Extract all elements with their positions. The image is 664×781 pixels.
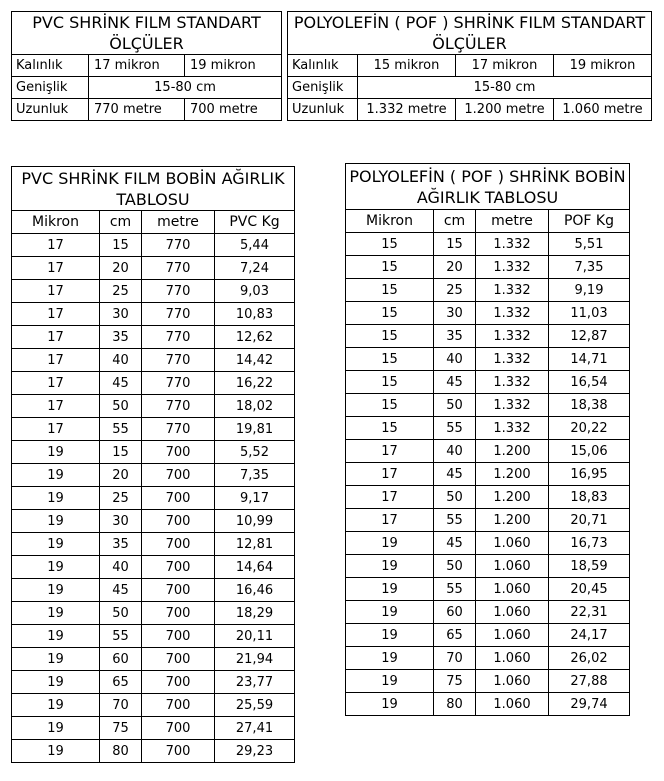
table-row [346,647,630,670]
mikron-cell: 19 [346,647,434,670]
mikron-cell: 19 [12,579,100,602]
table-row [346,532,630,555]
cm-cell: 30 [100,510,142,533]
metre-cell: 700 [142,671,215,694]
cm-cell: 20 [434,256,476,279]
metre-cell: 1.060 [476,601,549,624]
metre-cell: 1.060 [476,624,549,647]
table-row [346,371,630,394]
mikron-cell: 19 [12,510,100,533]
metre-cell: 700 [142,648,215,671]
mikron-cell: 17 [12,395,100,418]
table-row [12,441,295,464]
pvc-thickness-1: 17 mikron [89,55,185,77]
table-row [12,418,295,441]
kg-cell: 10,99 [215,510,295,533]
pvc-width-range: 15-80 cm [89,77,282,99]
uzunluk-label: Uzunluk [12,99,89,121]
mikron-cell: 19 [346,624,434,647]
metre-cell: 700 [142,694,215,717]
pof-standard-sizes-table [287,11,652,121]
cm-cell: 30 [434,302,476,325]
cm-cell: 40 [100,349,142,372]
pof-weight-rows [346,233,630,716]
cm-cell: 70 [100,694,142,717]
metre-cell: 700 [142,441,215,464]
cm-cell: 60 [100,648,142,671]
kg-cell: 11,03 [549,302,630,325]
mikron-cell: 19 [346,555,434,578]
cm-cell: 65 [434,624,476,647]
table-row [12,234,295,257]
mikron-cell: 19 [12,717,100,740]
metre-cell: 1.200 [476,486,549,509]
pvc-length-1: 770 metre [89,99,185,121]
cm-cell: 25 [100,280,142,303]
col-header-metre: metre [142,211,215,234]
cm-cell: 75 [434,670,476,693]
cm-cell: 55 [434,578,476,601]
cm-cell: 75 [100,717,142,740]
cm-cell: 50 [434,555,476,578]
cm-cell: 55 [100,418,142,441]
cm-cell: 50 [100,395,142,418]
kg-cell: 7,35 [215,464,295,487]
uzunluk-label: Uzunluk [288,99,358,121]
metre-cell: 1.332 [476,325,549,348]
cm-cell: 15 [434,233,476,256]
mikron-cell: 17 [12,280,100,303]
table-row [346,394,630,417]
metre-cell: 770 [142,326,215,349]
cm-cell: 55 [434,509,476,532]
cm-cell: 50 [434,486,476,509]
mikron-cell: 19 [12,487,100,510]
metre-cell: 770 [142,280,215,303]
col-header-cm: cm [434,210,476,233]
kg-cell: 25,59 [215,694,295,717]
table-row [12,717,295,740]
cm-cell: 40 [434,348,476,371]
kg-cell: 14,64 [215,556,295,579]
mikron-cell: 19 [12,602,100,625]
mikron-cell: 19 [12,556,100,579]
mikron-cell: 19 [12,625,100,648]
kg-cell: 16,22 [215,372,295,395]
kg-cell: 29,74 [549,693,630,716]
mikron-cell: 17 [346,509,434,532]
metre-cell: 1.332 [476,371,549,394]
table-row [346,325,630,348]
pof-thickness-1: 15 mikron [358,55,456,77]
cm-cell: 70 [434,647,476,670]
metre-cell: 1.332 [476,394,549,417]
pvc-weight-rows [12,234,295,763]
pof-length-1: 1.332 metre [358,99,456,121]
metre-cell: 1.200 [476,509,549,532]
cm-cell: 45 [100,372,142,395]
col-header-cm: cm [100,211,142,234]
mikron-cell: 19 [346,601,434,624]
table-row [346,509,630,532]
table-row [346,302,630,325]
cm-cell: 20 [100,464,142,487]
cm-cell: 35 [100,326,142,349]
table-row [346,279,630,302]
kg-cell: 14,71 [549,348,630,371]
kg-cell: 7,24 [215,257,295,280]
kg-cell: 20,22 [549,417,630,440]
table-row [12,533,295,556]
cm-cell: 35 [434,325,476,348]
kg-cell: 18,59 [549,555,630,578]
metre-cell: 1.060 [476,693,549,716]
kg-cell: 12,81 [215,533,295,556]
col-header-metre: metre [476,210,549,233]
mikron-cell: 17 [346,463,434,486]
pof-weight-table [345,163,630,716]
table-row [12,349,295,372]
table-row [12,510,295,533]
metre-cell: 700 [142,487,215,510]
mikron-cell: 17 [12,303,100,326]
kg-cell: 19,81 [215,418,295,441]
cm-cell: 50 [100,602,142,625]
table-row [346,417,630,440]
kg-cell: 5,52 [215,441,295,464]
metre-cell: 1.060 [476,578,549,601]
kg-cell: 15,06 [549,440,630,463]
cm-cell: 45 [100,579,142,602]
pvc-weight-table [11,166,295,763]
cm-cell: 25 [100,487,142,510]
table-row [12,625,295,648]
mikron-cell: 19 [346,578,434,601]
cm-cell: 50 [434,394,476,417]
metre-cell: 700 [142,533,215,556]
col-header-mikron: Mikron [346,210,434,233]
kg-cell: 20,11 [215,625,295,648]
table-row [346,256,630,279]
table-row [12,303,295,326]
cm-cell: 55 [100,625,142,648]
kg-cell: 18,29 [215,602,295,625]
mikron-cell: 15 [346,371,434,394]
mikron-cell: 19 [12,740,100,763]
cm-cell: 45 [434,371,476,394]
mikron-cell: 15 [346,233,434,256]
mikron-cell: 15 [346,325,434,348]
kg-cell: 22,31 [549,601,630,624]
kg-cell: 18,02 [215,395,295,418]
table-row [12,602,295,625]
metre-cell: 700 [142,740,215,763]
cm-cell: 45 [434,463,476,486]
pvc-length-2: 700 metre [185,99,282,121]
mikron-cell: 19 [12,694,100,717]
metre-cell: 1.060 [476,555,549,578]
kg-cell: 16,54 [549,371,630,394]
cm-cell: 30 [100,303,142,326]
kg-cell: 9,03 [215,280,295,303]
kg-cell: 23,77 [215,671,295,694]
kg-cell: 7,35 [549,256,630,279]
mikron-cell: 15 [346,279,434,302]
metre-cell: 770 [142,395,215,418]
metre-cell: 770 [142,418,215,441]
metre-cell: 1.332 [476,233,549,256]
metre-cell: 770 [142,349,215,372]
metre-cell: 770 [142,303,215,326]
metre-cell: 700 [142,717,215,740]
col-header-mikron: Mikron [12,211,100,234]
metre-cell: 1.332 [476,279,549,302]
table-row [12,740,295,763]
mikron-cell: 15 [346,417,434,440]
kg-cell: 26,02 [549,647,630,670]
kg-cell: 9,17 [215,487,295,510]
mikron-cell: 19 [346,693,434,716]
kg-cell: 16,46 [215,579,295,602]
mikron-cell: 17 [346,486,434,509]
cm-cell: 80 [434,693,476,716]
kg-cell: 16,95 [549,463,630,486]
table-row [346,463,630,486]
table-row [346,486,630,509]
kg-cell: 10,83 [215,303,295,326]
pof-thickness-2: 17 mikron [456,55,554,77]
cm-cell: 15 [100,441,142,464]
cm-cell: 45 [434,532,476,555]
mikron-cell: 15 [346,302,434,325]
col-header-kg: PVC Kg [215,211,295,234]
genislik-label: Genişlik [288,77,358,99]
mikron-cell: 15 [346,394,434,417]
metre-cell: 1.060 [476,647,549,670]
pof-width-range: 15-80 cm [358,77,652,99]
kg-cell: 16,73 [549,532,630,555]
kg-cell: 12,87 [549,325,630,348]
cm-cell: 55 [434,417,476,440]
metre-cell: 700 [142,464,215,487]
metre-cell: 770 [142,372,215,395]
kg-cell: 14,42 [215,349,295,372]
kg-cell: 9,19 [549,279,630,302]
mikron-cell: 17 [12,257,100,280]
metre-cell: 770 [142,234,215,257]
table-row [12,257,295,280]
col-header-kg: POF Kg [549,210,630,233]
table-row [346,440,630,463]
table-row [12,579,295,602]
cm-cell: 60 [434,601,476,624]
pvc-standard-title: PVC SHRİNK FILM STANDART ÖLÇÜLER [12,12,282,55]
table-row [12,487,295,510]
kg-cell: 21,94 [215,648,295,671]
cm-cell: 25 [434,279,476,302]
table-row [12,372,295,395]
table-row [12,280,295,303]
pof-length-3: 1.060 metre [554,99,652,121]
metre-cell: 700 [142,625,215,648]
metre-cell: 700 [142,602,215,625]
table-row [346,578,630,601]
table-row [12,694,295,717]
table-row [12,326,295,349]
table-row [346,624,630,647]
kg-cell: 5,51 [549,233,630,256]
metre-cell: 1.332 [476,348,549,371]
cm-cell: 15 [100,234,142,257]
metre-cell: 1.200 [476,440,549,463]
metre-cell: 1.332 [476,417,549,440]
mikron-cell: 17 [12,234,100,257]
metre-cell: 700 [142,579,215,602]
cm-cell: 40 [434,440,476,463]
metre-cell: 770 [142,257,215,280]
table-row [346,670,630,693]
table-row [12,671,295,694]
mikron-cell: 19 [346,532,434,555]
mikron-cell: 17 [12,349,100,372]
pvc-weight-title: PVC SHRİNK FILM BOBİN AĞIRLIK TABLOSU [12,167,295,211]
metre-cell: 700 [142,556,215,579]
table-row [346,348,630,371]
kg-cell: 12,62 [215,326,295,349]
table-row [12,464,295,487]
kalinlik-label: Kalınlık [12,55,89,77]
mikron-cell: 17 [12,418,100,441]
table-row [12,395,295,418]
mikron-cell: 17 [12,372,100,395]
genislik-label: Genişlik [12,77,89,99]
mikron-cell: 19 [346,670,434,693]
kg-cell: 18,38 [549,394,630,417]
table-row [12,556,295,579]
mikron-cell: 19 [12,464,100,487]
kg-cell: 27,88 [549,670,630,693]
kg-cell: 5,44 [215,234,295,257]
cm-cell: 20 [100,257,142,280]
table-row [346,601,630,624]
mikron-cell: 15 [346,256,434,279]
table-row [346,693,630,716]
metre-cell: 1.060 [476,670,549,693]
cm-cell: 35 [100,533,142,556]
kg-cell: 24,17 [549,624,630,647]
metre-cell: 1.332 [476,302,549,325]
cm-cell: 65 [100,671,142,694]
metre-cell: 1.332 [476,256,549,279]
mikron-cell: 17 [346,440,434,463]
pof-standard-title: POLYOLEFİN ( POF ) SHRİNK FILM STANDART ÖLÇÜLER [288,12,652,55]
kg-cell: 27,41 [215,717,295,740]
metre-cell: 1.200 [476,463,549,486]
cm-cell: 80 [100,740,142,763]
mikron-cell: 15 [346,348,434,371]
kg-cell: 18,83 [549,486,630,509]
mikron-cell: 19 [12,441,100,464]
mikron-cell: 17 [12,326,100,349]
metre-cell: 1.060 [476,532,549,555]
pvc-thickness-2: 19 mikron [185,55,282,77]
kalinlik-label: Kalınlık [288,55,358,77]
cm-cell: 40 [100,556,142,579]
mikron-cell: 19 [12,648,100,671]
pof-weight-title: POLYOLEFİN ( POF ) SHRİNK BOBİN AĞIRLIK TABLOSU [346,164,630,210]
metre-cell: 700 [142,510,215,533]
mikron-cell: 19 [12,533,100,556]
pof-length-2: 1.200 metre [456,99,554,121]
table-row [346,233,630,256]
pof-thickness-3: 19 mikron [554,55,652,77]
kg-cell: 20,71 [549,509,630,532]
kg-cell: 20,45 [549,578,630,601]
mikron-cell: 19 [12,671,100,694]
pvc-standard-sizes-table [11,11,282,121]
kg-cell: 29,23 [215,740,295,763]
table-row [346,555,630,578]
table-row [12,648,295,671]
